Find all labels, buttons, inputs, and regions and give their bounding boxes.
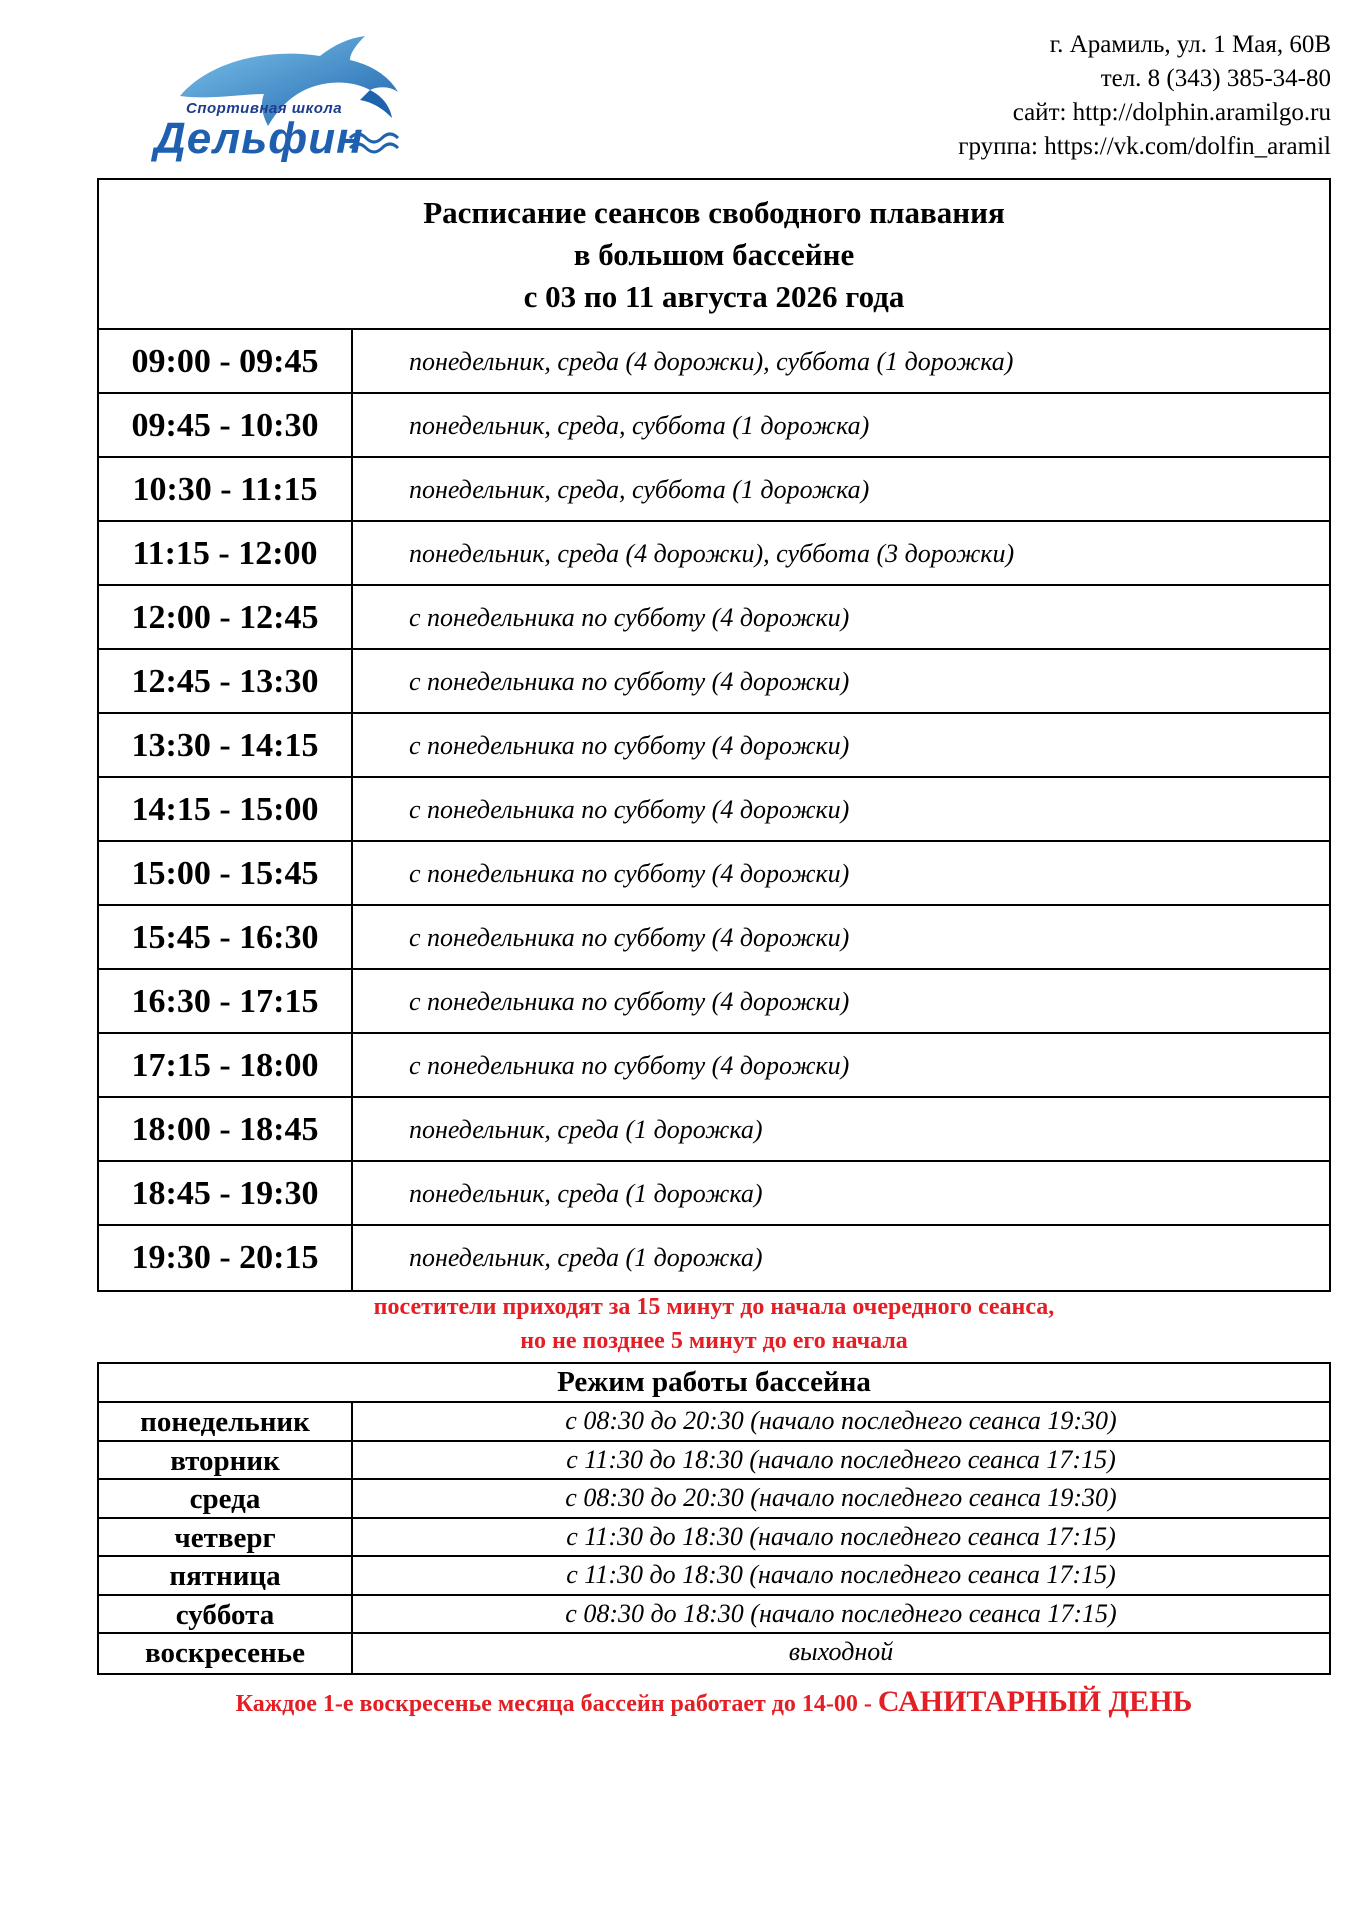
weekday: вторник <box>99 1442 353 1479</box>
session-days: с понедельника по субботу (4 дорожки) <box>409 987 850 1016</box>
session-time: 16:30 - 17:15 <box>99 970 353 1032</box>
session-days: понедельник, среда, суббота (1 дорожка) <box>409 411 870 440</box>
session-days: с понедельника по субботу (4 дорожки) <box>409 923 850 952</box>
address: г. Арамиль, ул. 1 Мая, 60В <box>1049 31 1331 58</box>
table-row <box>99 906 1329 970</box>
table-row <box>99 1442 1329 1481</box>
session-time: 09:45 - 10:30 <box>99 394 353 456</box>
table-row <box>99 330 1329 394</box>
logo-school-text: Спортивная школа <box>186 100 343 117</box>
session-days: с понедельника по субботу (4 дорожки) <box>409 603 850 632</box>
table-row <box>99 1403 1329 1442</box>
table-row <box>99 778 1329 842</box>
session-days: с понедельника по субботу (4 дорожки) <box>409 859 850 888</box>
table-row <box>99 1162 1329 1226</box>
session-time: 10:30 - 11:15 <box>99 458 353 520</box>
weekday-hours: с 11:30 до 18:30 (начало последнего сеанса 17:15) <box>566 1521 1116 1551</box>
session-days: с понедельника по субботу (4 дорожки) <box>409 667 850 696</box>
session-time: 12:00 - 12:45 <box>99 586 353 648</box>
session-days: понедельник, среда (1 дорожка) <box>409 1243 763 1272</box>
contacts-block <box>958 28 1331 164</box>
session-time: 14:15 - 15:00 <box>99 778 353 840</box>
weekday: пятница <box>99 1557 353 1594</box>
vk-group: группа: https://vk.com/dolfin_aramil <box>958 133 1331 160</box>
session-days: понедельник, среда (1 дорожка) <box>409 1115 763 1144</box>
table-row <box>99 714 1329 778</box>
table-row <box>99 650 1329 714</box>
weekday-hours: с 08:30 до 20:30 (начало последнего сеанса 19:30) <box>565 1483 1117 1512</box>
table-row <box>99 394 1329 458</box>
arrival-notice-line2: но не позднее 5 минут до его начала <box>520 1328 908 1354</box>
table-row <box>99 1034 1329 1098</box>
table-row <box>99 1557 1329 1596</box>
session-time: 15:45 - 16:30 <box>99 906 353 968</box>
session-time: 18:45 - 19:30 <box>99 1162 353 1224</box>
session-time: 17:15 - 18:00 <box>99 1034 353 1096</box>
sanitary-day-highlight: САНИТАРНЫЙ ДЕНЬ <box>877 1685 1193 1718</box>
website: сайт: http://dolphin.aramilgo.ru <box>1012 99 1331 126</box>
sanitary-day-text: Каждое 1-е воскресенье месяца бассейн работает до 14-00 - <box>235 1691 878 1717</box>
weekday-hours: с 08:30 до 18:30 (начало последнего сеанса 17:15) <box>565 1598 1117 1628</box>
session-days: понедельник, среда (1 дорожка) <box>409 1179 763 1208</box>
weekday: понедельник <box>99 1403 353 1440</box>
schedule-title-line2: в большом бассейне <box>573 237 855 272</box>
session-days: понедельник, среда (4 дорожки), суббота (3 дорожки) <box>409 539 1015 568</box>
session-days: с понедельника по субботу (4 дорожки) <box>409 795 850 824</box>
sanitary-day-notice <box>97 1685 1331 1719</box>
session-time: 18:00 - 18:45 <box>99 1098 353 1160</box>
table-row <box>99 1634 1329 1673</box>
weekday-hours: выходной <box>788 1637 894 1666</box>
session-time: 15:00 - 15:45 <box>99 842 353 904</box>
table-row <box>99 1098 1329 1162</box>
table-row <box>99 1596 1329 1635</box>
table-row <box>99 522 1329 586</box>
weekday-hours: с 08:30 до 20:30 (начало последнего сеанса 19:30) <box>565 1406 1117 1435</box>
session-time: 13:30 - 14:15 <box>99 714 353 776</box>
schedule-title <box>99 180 1329 330</box>
session-time: 12:45 - 13:30 <box>99 650 353 712</box>
table-row <box>99 1480 1329 1519</box>
session-days: с понедельника по субботу (4 дорожки) <box>409 731 850 760</box>
schedule-title-line3: с 03 по 11 августа 2026 года <box>523 279 905 314</box>
weekday-hours: с 11:30 до 18:30 (начало последнего сеанса 17:15) <box>566 1444 1116 1474</box>
session-time: 19:30 - 20:15 <box>99 1226 353 1290</box>
weekday-hours: с 11:30 до 18:30 (начало последнего сеанса 17:15) <box>566 1560 1116 1589</box>
weekday: воскресенье <box>99 1634 353 1673</box>
weekday: суббота <box>99 1596 353 1633</box>
schedule-title-line1: Расписание сеансов свободного плавания <box>423 195 1005 230</box>
phone: тел. 8 (343) 385-34-80 <box>1100 65 1331 92</box>
schedule-table <box>97 178 1331 1292</box>
table-row <box>99 842 1329 906</box>
table-row <box>99 1226 1329 1290</box>
opening-hours-title: Режим работы бассейна <box>99 1364 1329 1403</box>
table-row <box>99 586 1329 650</box>
arrival-notice <box>97 1290 1331 1358</box>
weekday: среда <box>99 1480 353 1517</box>
session-time: 11:15 - 12:00 <box>99 522 353 584</box>
opening-hours-table <box>97 1362 1331 1675</box>
table-row <box>99 458 1329 522</box>
table-row <box>99 970 1329 1034</box>
session-time: 09:00 - 09:45 <box>99 330 353 392</box>
dolphin-logo <box>150 30 430 165</box>
weekday: четверг <box>99 1519 353 1556</box>
session-days: с понедельника по субботу (4 дорожки) <box>409 1051 850 1080</box>
session-days: понедельник, среда, суббота (1 дорожка) <box>409 475 870 504</box>
logo-brand-text: Дельфин <box>154 114 364 163</box>
table-row <box>99 1519 1329 1558</box>
session-days: понедельник, среда (4 дорожки), суббота (1 дорожка) <box>409 347 1014 376</box>
arrival-notice-line1: посетители приходят за 15 минут до начала очередного сеанса, <box>373 1294 1055 1320</box>
